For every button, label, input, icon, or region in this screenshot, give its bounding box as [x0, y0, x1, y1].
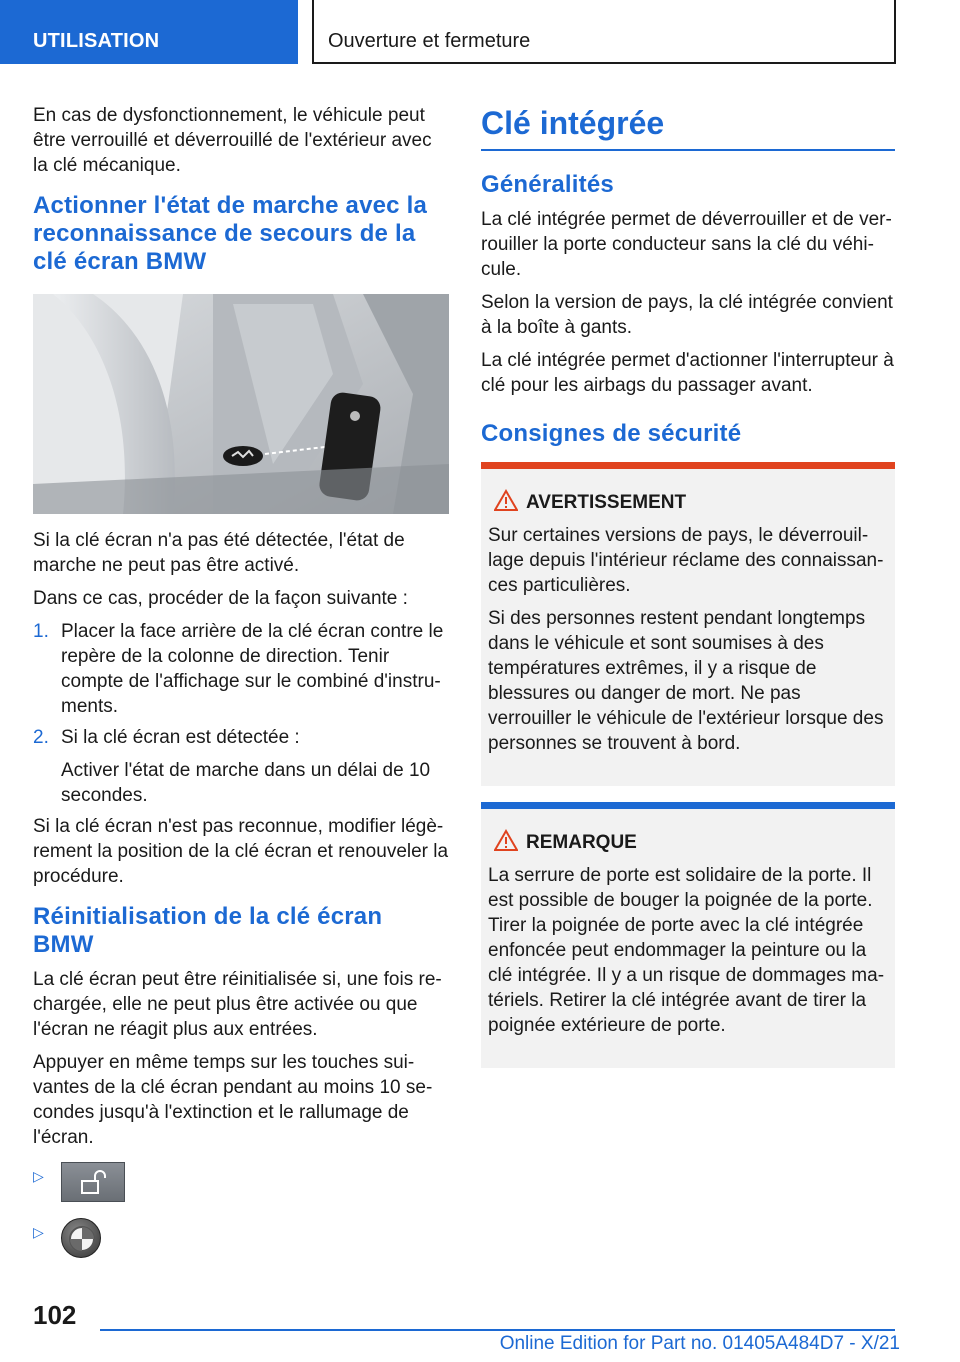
- bmw-logo-icon: [61, 1218, 101, 1258]
- paragraph-general-2: Selon la version de pays, la clé intégrée convient à la boîte à gants.: [481, 292, 893, 338]
- step-number: 2.: [33, 727, 49, 748]
- paragraph-general-1: La clé intégrée permet de déverrouiller et de verrouiller la porte conducteur sans la clé du véhicule.: [481, 209, 892, 280]
- step-subtext: Activer l'état de marche dans un délai de 10 secondes.: [61, 760, 431, 806]
- step-text: Placer la face arrière de la clé écran contre le repère de la colonne de direction. Tenir compte de l'affichage sur le combiné d'instruments.: [61, 621, 444, 717]
- header-section-tab: UTILISATION: [0, 0, 298, 64]
- paragraph-procedure-intro: Dans ce cas, procéder de la façon suivante :: [33, 588, 408, 609]
- right-column: [481, 103, 895, 1068]
- warning-triangle-icon: [494, 829, 518, 853]
- heading-reset-key: Réinitialisation de la clé écran BMW: [33, 903, 383, 958]
- paragraph-reset-procedure: Appuyer en même temps sur les touches suivantes de la clé écran pendant au moins 10 secondes jusqu'à l'extinction et le rallumage de l'écran.: [33, 1052, 433, 1148]
- bullet-triangle-icon: ▷: [33, 1168, 44, 1184]
- step-item: [33, 725, 449, 808]
- left-column: [33, 103, 449, 1262]
- page-number: 102: [33, 1300, 77, 1330]
- warning-triangle-icon: [494, 489, 518, 513]
- header-chapter-box: [312, 0, 896, 64]
- step-item: [33, 619, 449, 719]
- warning-paragraph-1: Sur certaines versions de pays, le déverrouillage depuis l'intérieur réclame des connaissances particulières.: [488, 525, 884, 596]
- heading-safety: Consignes de sécurité: [481, 420, 742, 447]
- warning-title-text: AVERTISSEMENT: [526, 492, 687, 513]
- heading-general: Généralités: [481, 171, 614, 198]
- header-chapter-title: Ouverture et fermeture: [328, 30, 531, 52]
- step-number: 1.: [33, 621, 49, 642]
- warning-title: [488, 491, 887, 515]
- heading-emergency-detection: Actionner l'état de marche avec la reconnaissance de secours de la clé écran BMW: [33, 192, 427, 275]
- steering-column-illustration: [33, 294, 449, 514]
- footer-divider: [100, 1329, 895, 1331]
- procedure-steps: [33, 619, 449, 808]
- paragraph-general-3: La clé intégrée permet d'actionner l'interrupteur à clé pour les airbags du passager avant.: [481, 350, 894, 396]
- step-text: Si la clé écran est détectée :: [61, 727, 300, 748]
- bullet-triangle-icon: ▷: [33, 1224, 44, 1240]
- footer-edition: Online Edition for Part no. 01405A484D7 - X/21: [499, 1333, 900, 1354]
- note-paragraph: La serrure de porte est solidaire de la porte. Il est possible de bouger la poignée de la porte. Tirer la poignée de porte avec la clé intégrée enfoncée peut endommager la peinture ou la clé intégrée. Il y a un risque de dommages matériels. Retirer la clé intégrée avant de tirer la poignée extérieure de porte.: [488, 865, 885, 1036]
- intro-paragraph: En cas de dysfonctionnement, le véhicule peut être verrouillé et déverrouillé de l'extérieur avec la clé mécanique.: [33, 105, 432, 176]
- illustration-steering-column-key: [33, 294, 449, 514]
- lock-open-icon: [61, 1162, 125, 1202]
- bullet-bmw-button: [33, 1218, 449, 1262]
- section-title-integrated-key: Clé intégrée: [481, 103, 895, 151]
- note-callout: [481, 802, 895, 1068]
- note-title-text: REMARQUE: [526, 832, 637, 853]
- warning-callout: [481, 462, 895, 786]
- bullet-lock-button: [33, 1162, 449, 1206]
- note-title: [488, 831, 887, 855]
- paragraph-reset-conditions: La clé écran peut être réinitialisée si, une fois rechargée, elle ne peut plus être activée ou que l'écran ne réagit plus aux entrées.: [33, 969, 442, 1040]
- warning-paragraph-2: Si des personnes restent pendant longtemps dans le véhicule et sont soumises à des températures extrêmes, il y a risque de blessures ou danger de mort. Ne pas verrouiller le véhicule de l'extérieur lorsque des personnes se trouvent à bord.: [488, 608, 884, 754]
- paragraph-not-detected: Si la clé écran n'a pas été détectée, l'état de marche ne peut pas être activé.: [33, 530, 405, 576]
- paragraph-not-recognized: Si la clé écran n'est pas reconnue, modifier légèrement la position de la clé écran et renouveler la procédure.: [33, 816, 449, 887]
